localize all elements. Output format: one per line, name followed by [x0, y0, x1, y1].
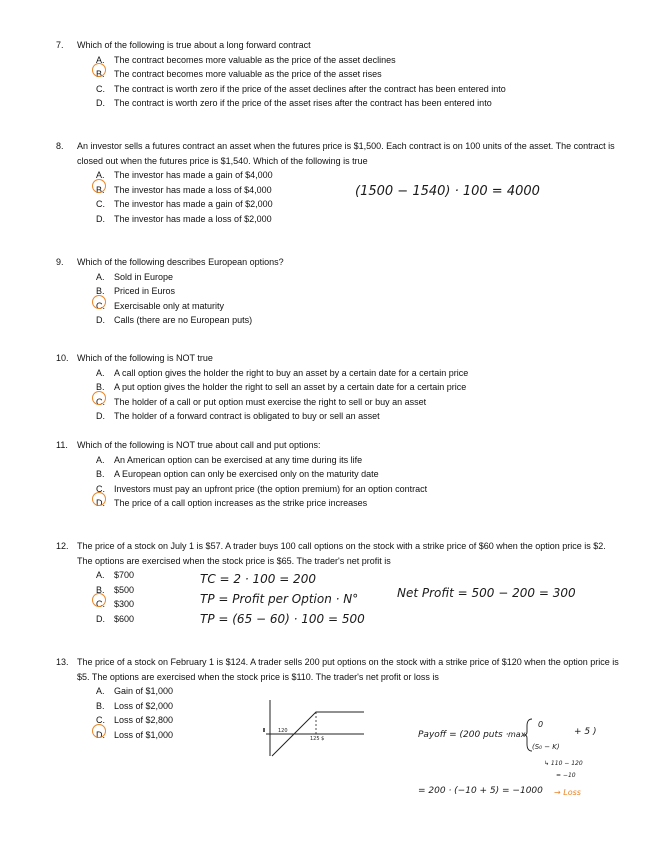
question-text: Which of the following is NOT true about call and put options:: [77, 440, 321, 450]
option-b: B. A European option can only be exercised only on the maturity date: [96, 469, 379, 479]
question-9: [56, 255, 621, 328]
handwritten-q12-tp: TP = (65 − 60) · 100 = 500: [200, 612, 365, 626]
handwritten-q13-zero: 0: [538, 720, 544, 729]
question-number: 9.: [56, 257, 64, 267]
question-11: [56, 438, 621, 511]
option-a: A. Gain of $1,000: [96, 686, 174, 696]
question-text: An investor sells a futures contract an asset when the futures price is $1,500. Each contract is on 100 units of the asset. The contract is closed out when the futures price is $1,540. Which of the following is true: [77, 141, 615, 166]
option-a: A. The contract becomes more valuable as the price of the asset declines: [96, 54, 396, 65]
question-number: 8.: [56, 141, 64, 151]
question-number: 10.: [56, 353, 69, 363]
option-c: C. Investors must pay an upfront price (the option premium) for an option contract: [96, 483, 428, 494]
handwritten-q13-payoff-prefix: Payoff = (200 puts ·: [418, 730, 509, 740]
handwritten-q12-tc: TC = 2 · 100 = 200: [200, 572, 316, 586]
question-number: 11.: [56, 440, 68, 450]
option-c: C. Loss of $2,800: [96, 715, 174, 725]
option-d: D. The investor has made a loss of $2,000: [96, 213, 272, 224]
handwritten-q12-tp-def: TP = Profit per Option · N°: [200, 592, 359, 606]
option-c: C. Exercisable only at maturity: [96, 299, 621, 314]
option-d: D. Calls (there are no European puts): [96, 315, 253, 325]
payoff-sketch: [258, 698, 368, 760]
question-text: Which of the following describes European options?: [77, 257, 284, 267]
handwritten-q13-sub2: = −10: [556, 772, 576, 779]
handwritten-q12-net: Net Profit = 500 − 200 = 300: [397, 586, 576, 600]
handwritten-q8-calc: (1500 − 1540) · 100 = 4000: [355, 184, 540, 199]
question-text: Which of the following is true about a long forward contract: [77, 40, 311, 50]
question-text: Which of the following is NOT true: [77, 353, 213, 363]
option-a: A. Sold in Europe: [96, 271, 174, 282]
question-10: [56, 351, 621, 424]
option-d: D. The contract is worth zero if the price of the asset rises after the contract has been entered into: [96, 98, 492, 108]
option-d: D. The price of a call option increases as the strike price increases: [96, 496, 621, 511]
answer-circle: [92, 593, 106, 607]
handwritten-q13-max: max: [508, 730, 526, 739]
question-number: 13.: [56, 657, 69, 667]
question-number: 7.: [56, 40, 64, 50]
question-7: [56, 38, 621, 111]
question-text: The price of a stock on February 1 is $124. A trader sells 200 put options on the stock with a strike price of $120 when the option price is $5. The options are exercised when the stock price is $110. The trader's net profit or loss is: [77, 657, 619, 682]
sketch-strike-label: 120: [278, 728, 288, 734]
handwritten-q13-result: = 200 · (−10 + 5) = −1000: [418, 786, 543, 796]
option-b: B. Priced in Euros: [96, 286, 176, 296]
option-a: A. An American option can be exercised at any time during its life: [96, 454, 363, 465]
answer-circle: [92, 724, 106, 738]
answer-circle: [92, 391, 106, 405]
answer-circle: [92, 295, 106, 309]
answer-circle: [92, 179, 106, 193]
question-number: 12.: [56, 541, 69, 551]
option-b: B. Loss of $2,000: [96, 700, 174, 711]
option-a: A. The investor has made a gain of $4,000: [96, 170, 273, 180]
option-c: C. The holder of a call or put option must exercise the right to sell or buy an asset: [96, 395, 621, 410]
option-b: B. The contract becomes more valuable as the price of the asset rises: [96, 67, 621, 82]
option-b: B. $500: [96, 584, 135, 595]
handwritten-q13-sub1: ↳ 110 − 120: [544, 760, 583, 767]
option-d: D. Loss of $1,000: [96, 728, 621, 743]
option-b: B. The investor has made a loss of $4,000: [96, 183, 621, 198]
option-b: B. A put option gives the holder the right to sell an asset by a certain date for a certain price: [96, 382, 467, 392]
handwritten-q13-plus5: + 5 ): [574, 727, 597, 737]
option-c: C. The investor has made a gain of $2,000: [96, 199, 273, 209]
option-c: C. $300: [96, 597, 621, 612]
option-c: C. The contract is worth zero if the price of the asset declines after the contract has been entered into: [96, 83, 506, 94]
option-d: D. The holder of a forward contract is obligated to buy or sell an asset: [96, 411, 380, 421]
option-d: D. $600: [96, 613, 135, 624]
question-8: [56, 139, 621, 226]
sketch-price-label: 125 $: [310, 736, 325, 742]
option-a: A. $700: [96, 570, 135, 580]
question-text: The price of a stock on July 1 is $57. A trader buys 100 call options on the stock with a strike price of $60 when the option price is $2. The options are exercised when the stock price is $65. The trader's net profit is: [77, 541, 606, 566]
handwritten-q13-loss: → Loss: [554, 788, 581, 797]
answer-circle: [92, 492, 106, 506]
option-a: A. A call option gives the holder the right to buy an asset by a certain date for a certain price: [96, 367, 469, 378]
answer-circle: [92, 63, 106, 77]
handwritten-q13-sk: (S₀ − K): [532, 743, 560, 751]
